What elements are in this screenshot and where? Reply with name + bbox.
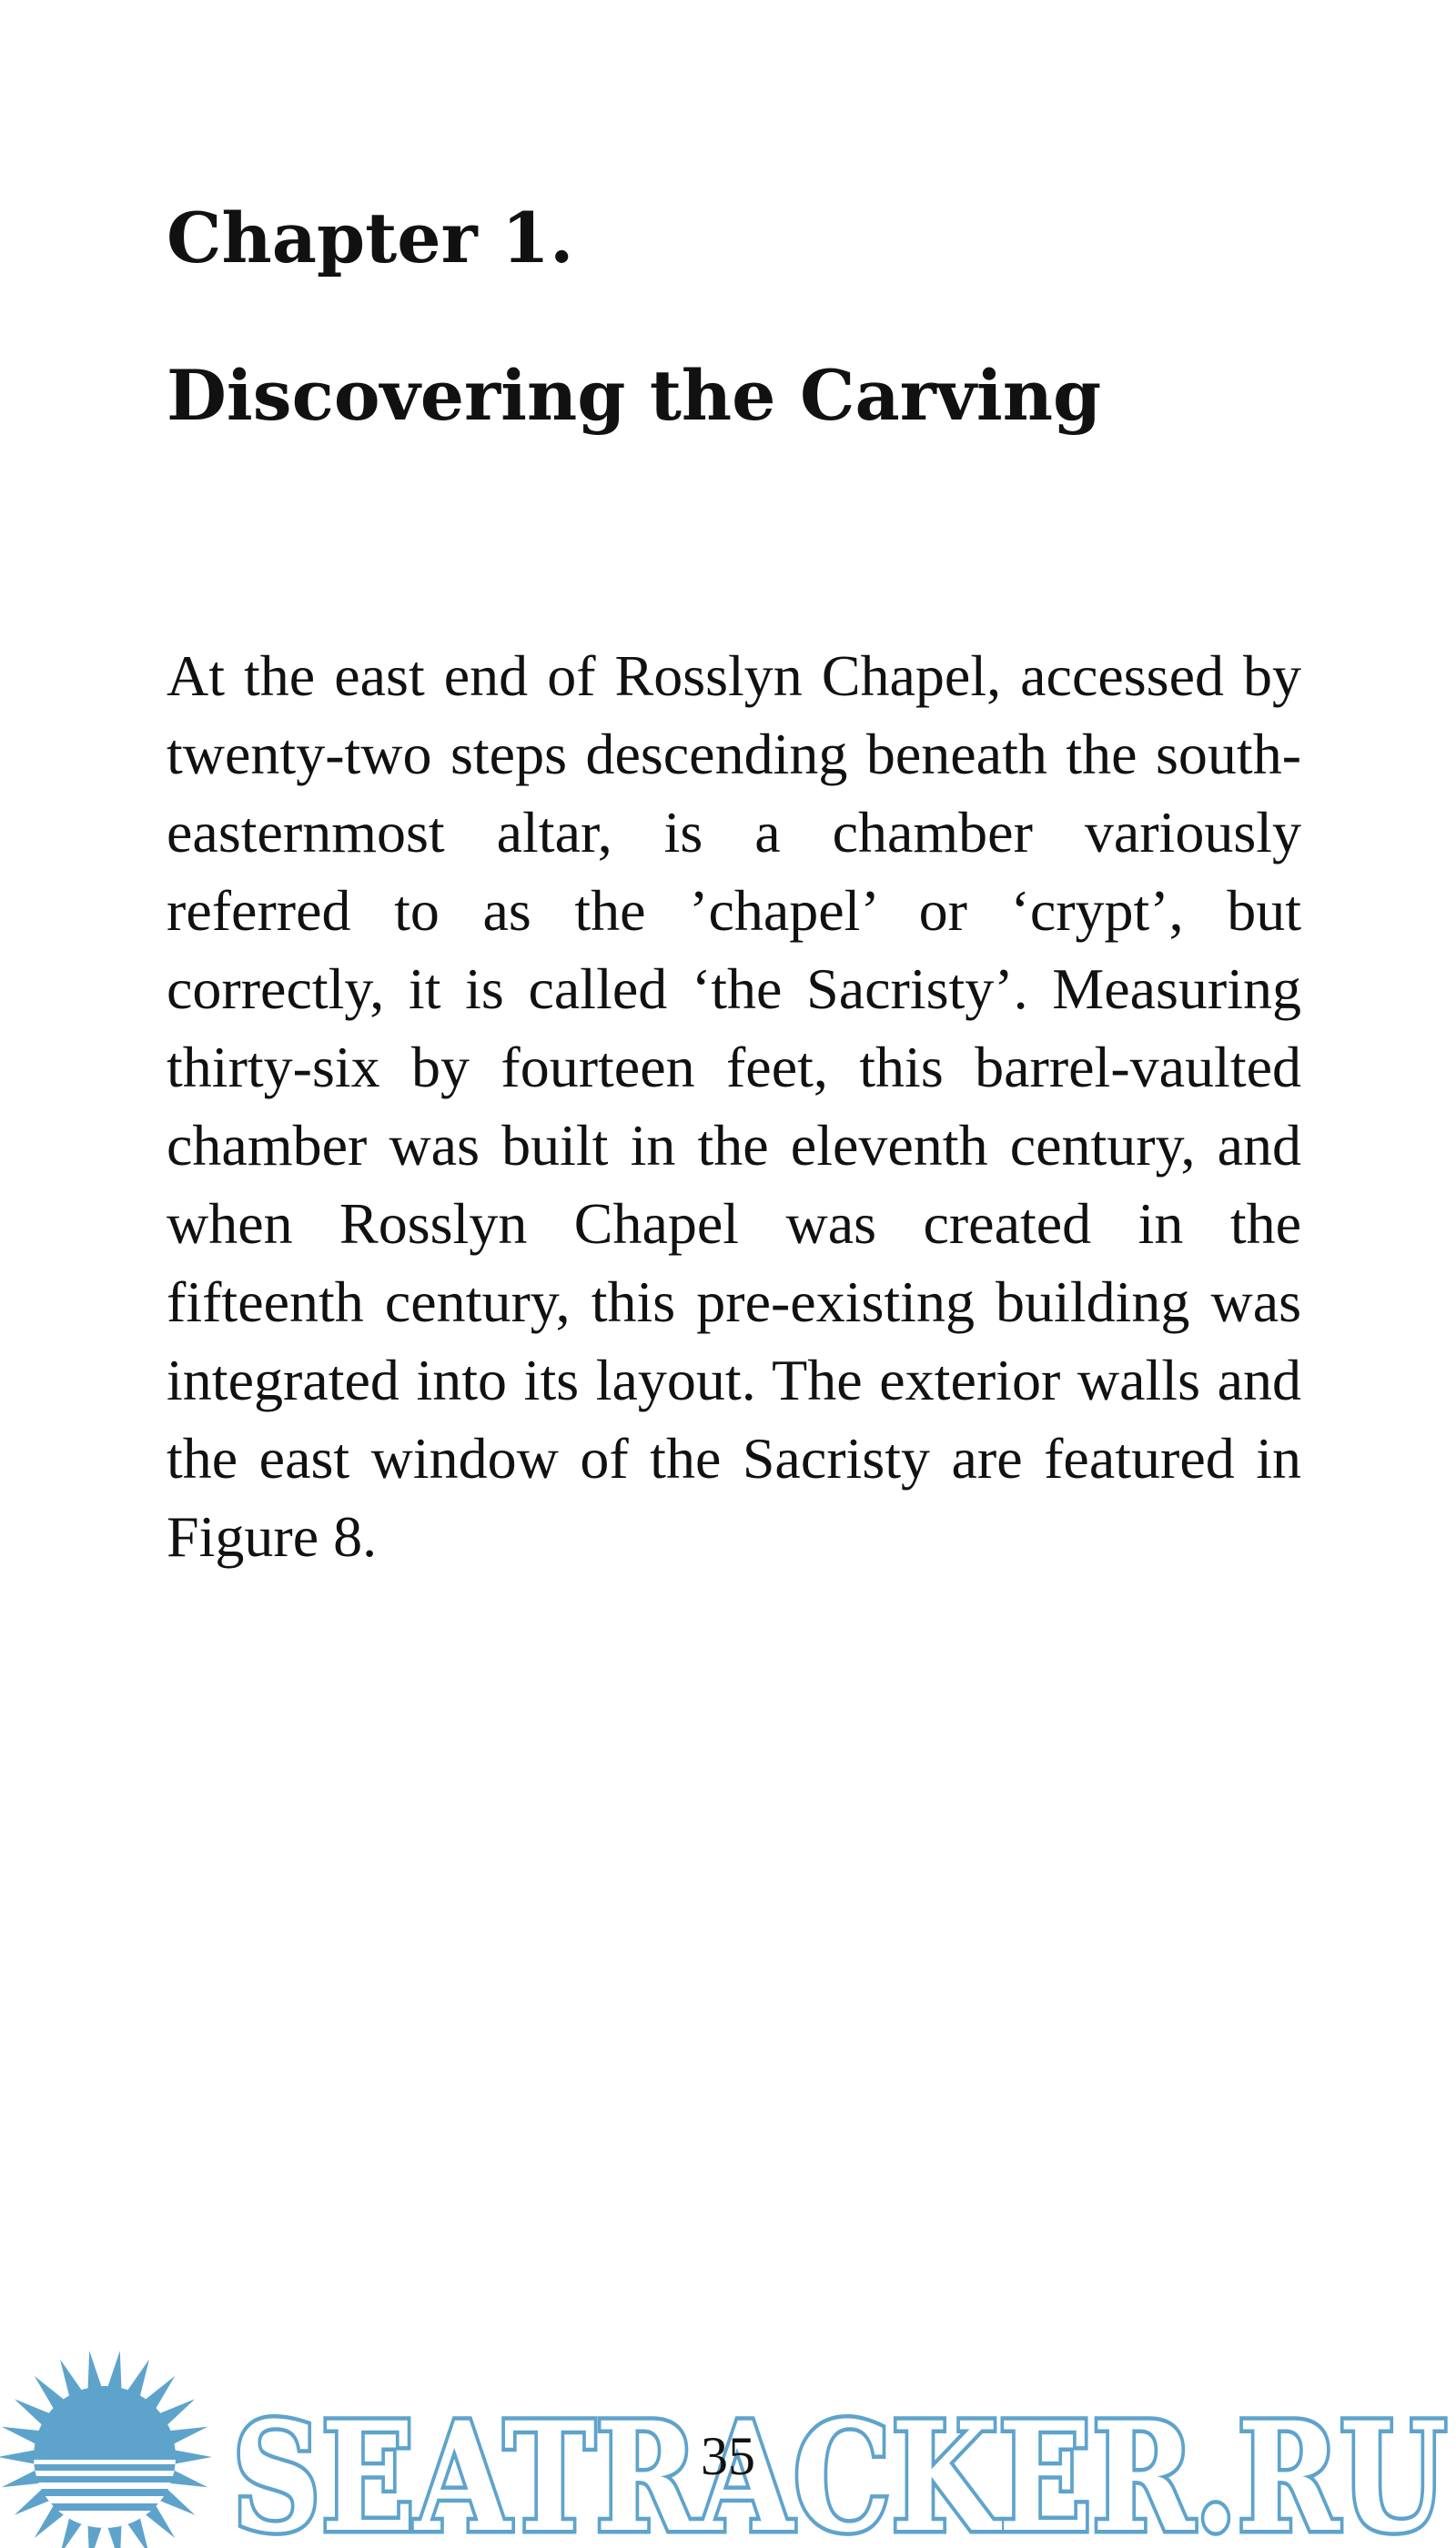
- chapter-number: Chapter 1.: [167, 197, 574, 278]
- page-number: 35: [701, 2426, 755, 2486]
- body-paragraph: At the east end of Rosslyn Chapel, accessed by twenty-two steps descending beneath the south-easternmost altar, is a chamber variously referred to as the ’chapel’ or ‘crypt’, but correctly, it is called ‘the Sacristy’. Measuring thirty-six by fourteen feet, this barrel-vaulted chamber was built in the eleventh century, and when Rosslyn Chapel was created in the fifteenth century, this pre-existing building was integrated into its layout. The exterior walls and the east window of the Sacristy are featured in Figure 8.: [167, 643, 1301, 1569]
- chapter-title: Discovering the Carving: [167, 355, 1102, 436]
- watermark-text: SEATRACKER.RU: [232, 2389, 1447, 2548]
